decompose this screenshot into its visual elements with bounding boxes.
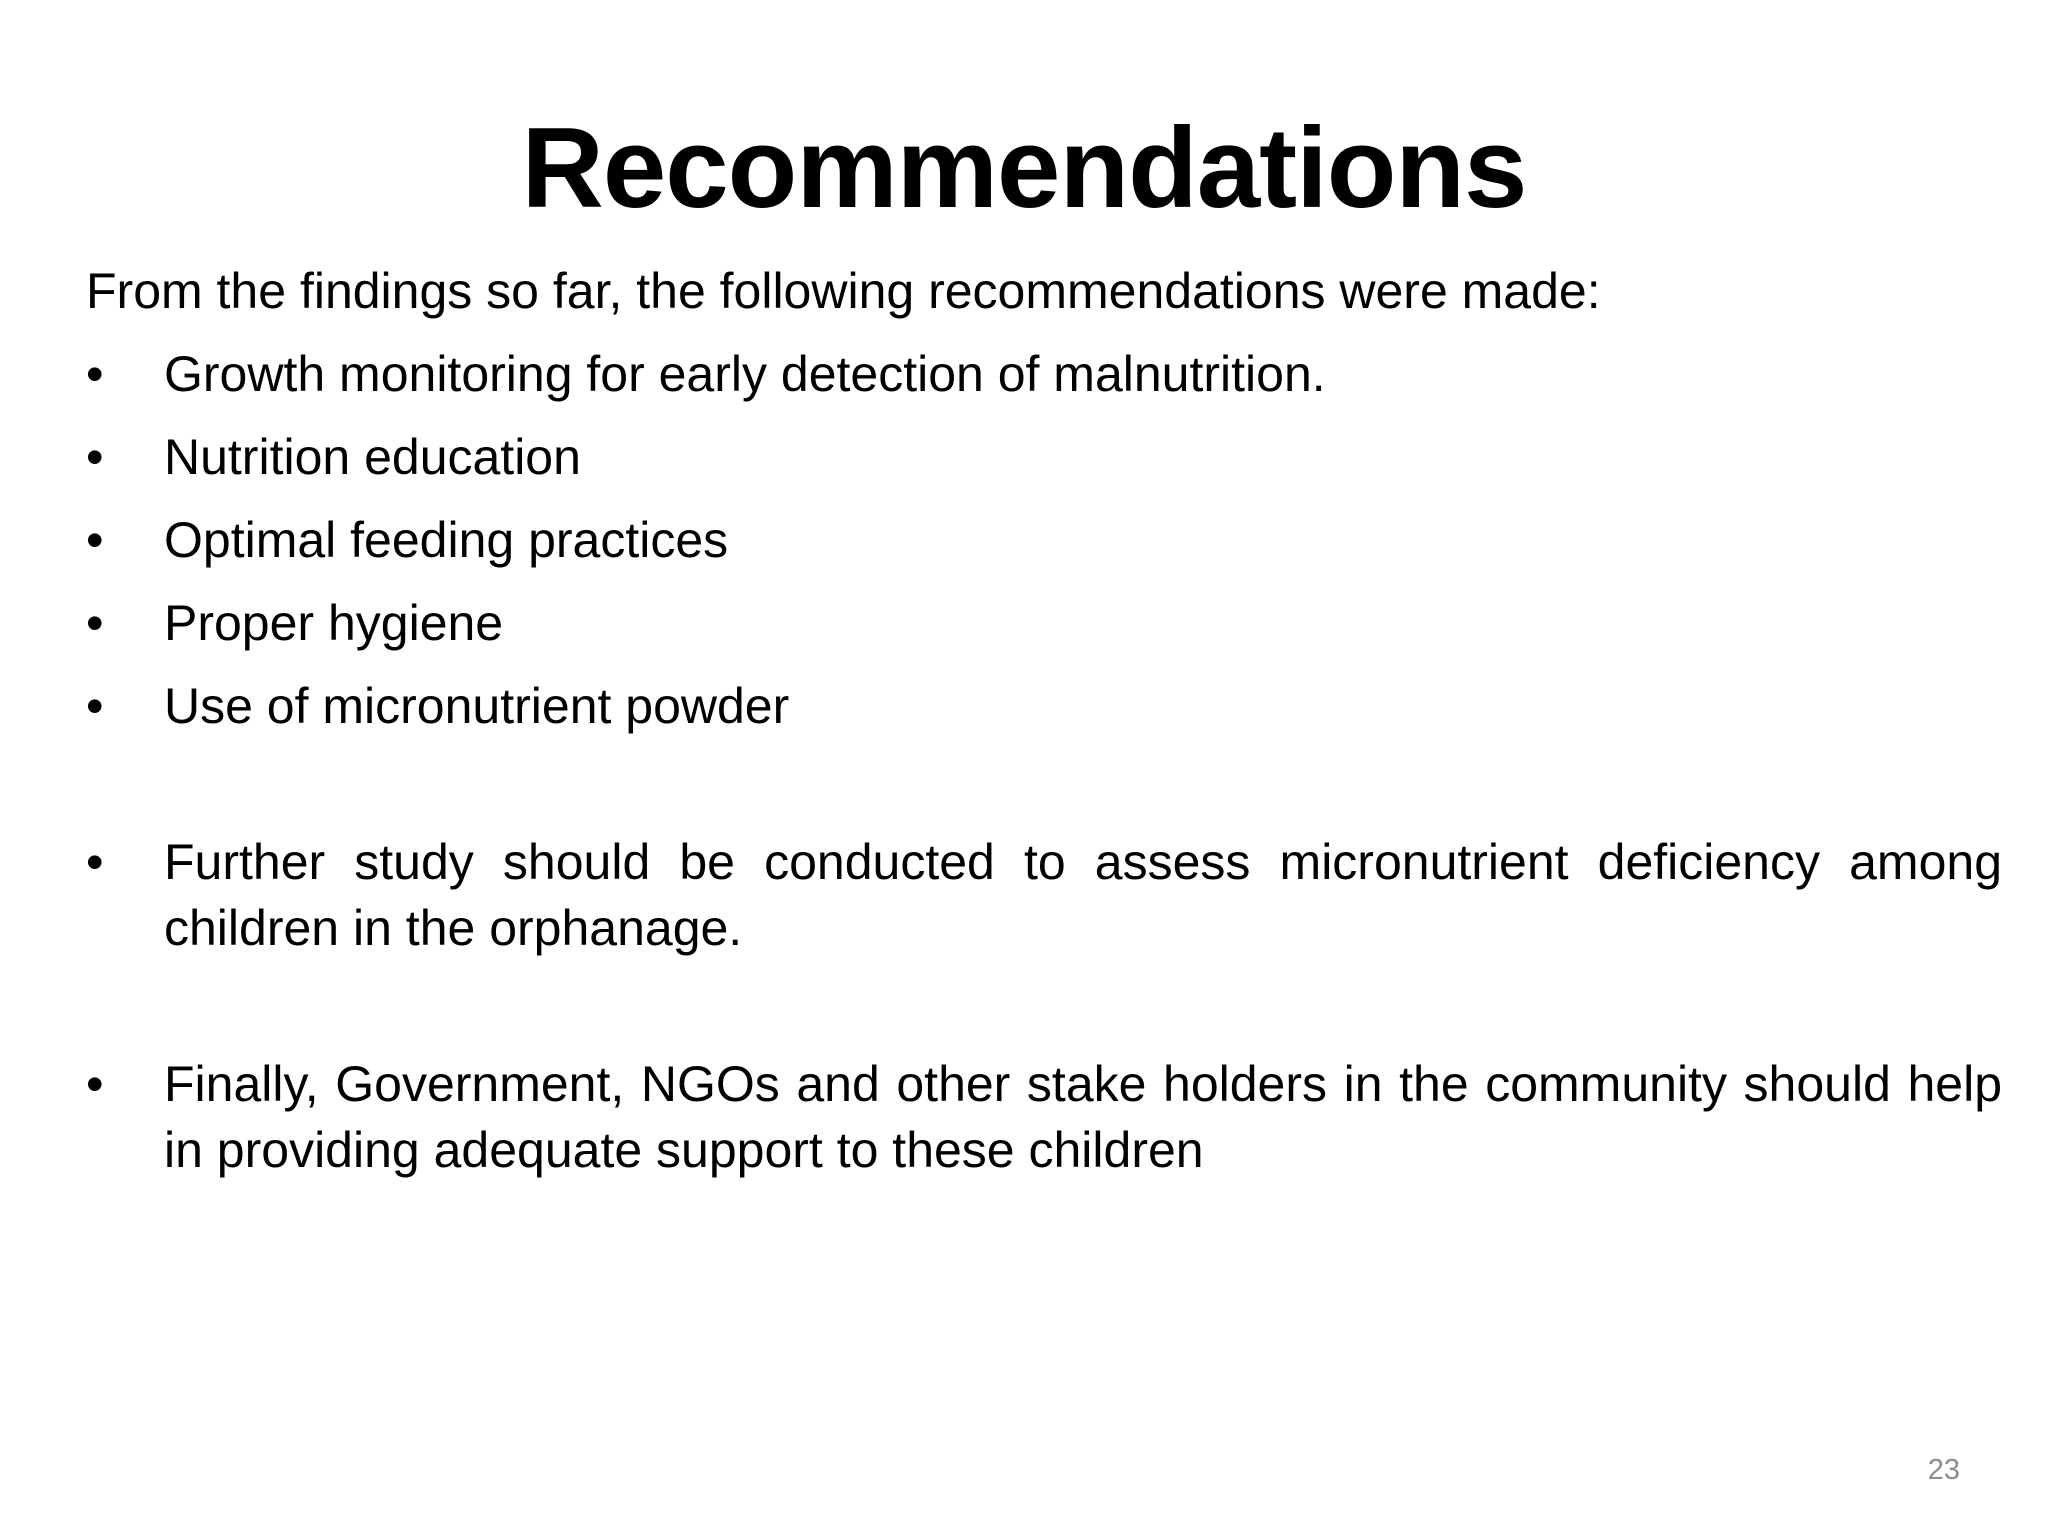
bullet-icon: • — [86, 834, 104, 890]
list-item-text: Nutrition education — [164, 429, 581, 485]
list-item — [86, 1051, 2002, 1183]
bullet-icon: • — [86, 346, 104, 402]
bullet-icon: • — [86, 678, 104, 734]
list-item-text: Finally, Government, NGOs and other stake holders in the community should help in providing adequate support to these children — [164, 1056, 2002, 1178]
list-item-text: Optimal feeding practices — [164, 512, 729, 568]
bullet-icon: • — [86, 595, 104, 651]
list-item-text: Further study should be conducted to assess micronutrient deficiency among children in the orphanage. — [164, 834, 2002, 956]
list-item — [86, 590, 2002, 656]
page-number: 23 — [1927, 1454, 1960, 1486]
list-item — [86, 829, 2002, 961]
intro-text: From the findings so far, the following recommendations were made: — [86, 263, 1601, 319]
list-item — [86, 424, 2002, 490]
list-item — [86, 507, 2002, 573]
bullet-icon: • — [86, 1056, 104, 1112]
list-item — [86, 341, 2002, 407]
slide-body — [86, 258, 2002, 1183]
bullet-icon: • — [86, 512, 104, 568]
list-item-text: Proper hygiene — [164, 595, 504, 651]
slide-title: Recommendations — [521, 105, 1527, 233]
list-item-text: Growth monitoring for early detection of malnutrition. — [164, 346, 1326, 402]
list-item-text: Use of micronutrient powder — [164, 678, 790, 734]
bullet-icon: • — [86, 429, 104, 485]
list-item — [86, 673, 2002, 739]
recommendation-list — [86, 341, 2002, 1183]
